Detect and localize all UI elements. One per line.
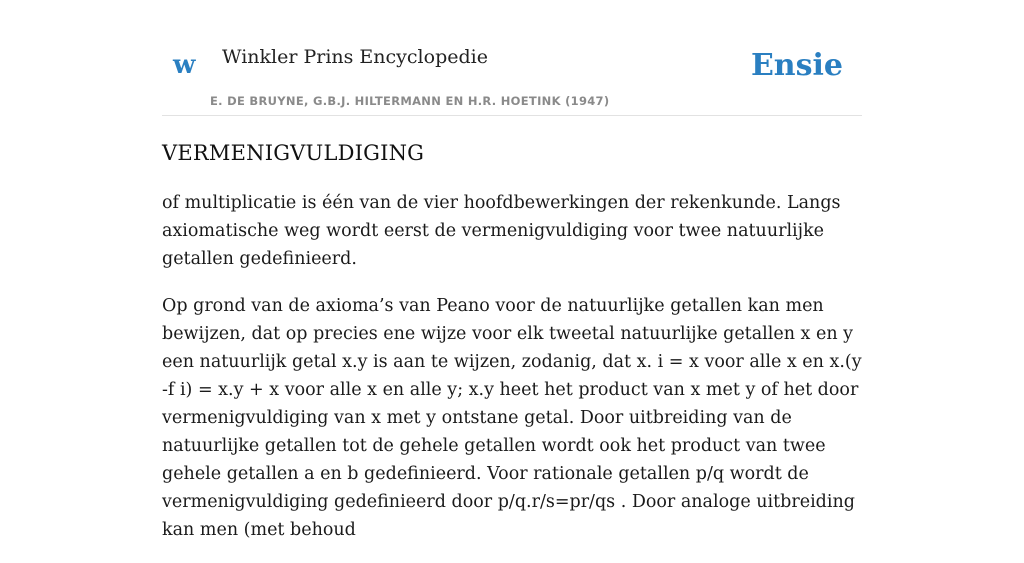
article-paragraph: Op grond van de axioma’s van Peano voor de natuurlijke getallen kan men bewijzen, dat op precies ene wijze voor elk tweetal natuurlijke getallen x en y een natuurlijk getal x.y is aan te wijzen, zodanig, dat x. i = x voor alle x en x.(y -f i) = x.y + x voor alle x en alle y; x.y heet het product van x met y of het door vermenigvuldiging van x met y ontstane getal. Door uitbreiding van de natuurlijke getallen tot de gehele getallen wordt ook het product van twee gehele getallen a en b gedefinieerd. Voor rationale getallen p/q wordt de vermenigvuldiging gedefinieerd door p/q.r/s=pr/qs . Door analoge uitbreiding kan men (met behoud <box>162 296 862 541</box>
source-title[interactable]: Winkler Prins Encyclopedie <box>222 46 488 68</box>
article <box>162 140 862 563</box>
site-header <box>162 0 862 116</box>
winkler-prins-logo[interactable]: w <box>173 50 196 80</box>
ensie-logo[interactable]: Ensie <box>750 48 843 83</box>
article-paragraph: of multiplicatie is één van de vier hoofdbewerkingen der rekenkunde. Langs axiomatische weg wordt eerst de vermenigvuldiging voor twee natuurlijke getallen gedefinieerd. <box>162 193 841 270</box>
source-authors: E. DE BRUYNE, G.B.J. HILTERMANN EN H.R. HOETINK (1947) <box>210 94 610 108</box>
entry-title: VERMENIGVULDIGING <box>162 141 425 165</box>
